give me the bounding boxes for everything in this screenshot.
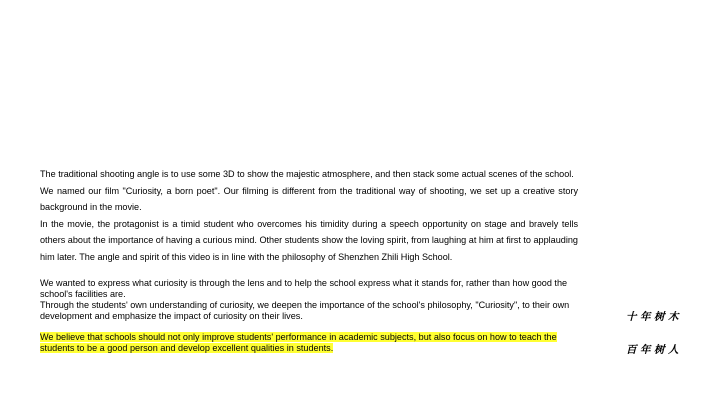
paragraph-express-curiosity: We wanted to express what curiosity is through the lens and to help the school express what it stands for, rather than how good the school's facilities are. — [40, 278, 568, 299]
paragraph-shooting-angle: The traditional shooting angle is to use some 3D to show the majestic atmosphere, and then stack some actual scenes of the school. — [40, 169, 574, 179]
intro-text-block — [40, 166, 578, 265]
calligraphy-line-2: 百年树人 — [626, 344, 682, 356]
highlighted-text: We believe that schools should not only improve students' performance in academic subjects, but also focus on how to teach the students to be a good person and develop excellent qualities in students. — [40, 332, 557, 353]
purpose-text-block — [40, 278, 585, 354]
paragraph-highlighted-belief — [40, 332, 585, 354]
paragraph-gap — [40, 322, 585, 332]
paragraph-student-understanding: Through the students' own understanding of curiosity, we deepen the importance of the school's philosophy, "Curiosity", to their own development and emphasize the impact of curiosity on their lives. — [40, 300, 570, 321]
paragraph-protagonist: In the movie, the protagonist is a timid student who overcomes his timidity during a speech opportunity on stage and bravely tells others about the importance of having a curious mind. Other students show the loving spirit, from laughing at him at first to applauding him later. The angle and spirit of this video is in line with the philosophy of Shenzhen Zhili High School. — [40, 218, 578, 262]
paragraph-film-name: We named our film "Curiosity, a born poet". Our filming is different from the traditional way of shooting, we set up a creative story background in the movie. — [40, 185, 578, 212]
calligraphy-line-1: 十年树木 — [626, 311, 682, 323]
